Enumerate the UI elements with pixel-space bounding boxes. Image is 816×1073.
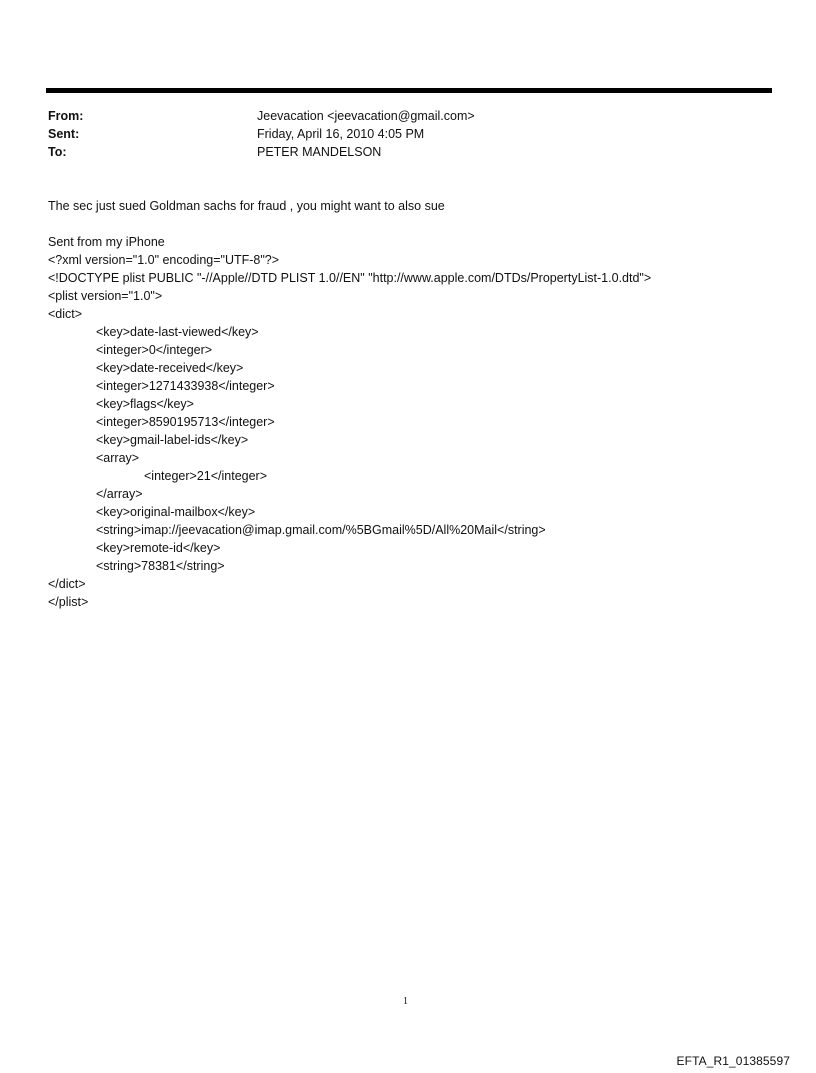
from-label: From: <box>48 109 84 123</box>
to-value: PETER MANDELSON <box>257 145 382 159</box>
message-text: The sec just sued Goldman sachs for fraud , you might want to also sue <box>48 199 445 213</box>
sent-value: Friday, April 16, 2010 4:05 PM <box>257 127 425 141</box>
plist-line: <key>original-mailbox</key> <box>96 505 256 519</box>
plist-line: <key>remote-id</key> <box>96 541 221 555</box>
from-value: Jeevacation <jeevacation@gmail.com> <box>257 109 475 123</box>
to-label: To: <box>48 145 67 159</box>
plist-line: </array> <box>96 487 143 501</box>
plist-line: <integer>8590195713</integer> <box>96 415 275 429</box>
plist-line: <!DOCTYPE plist PUBLIC "-//Apple//DTD PLIST 1.0//EN" "http://www.apple.com/DTDs/PropertyList-1.0.dtd"> <box>48 271 652 285</box>
plist-line: <key>gmail-label-ids</key> <box>96 433 249 447</box>
plist-line: <key>date-received</key> <box>96 361 244 375</box>
plist-line: <string>imap://jeevacation@imap.gmail.com/%5BGmail%5D/All%20Mail</string> <box>96 523 546 537</box>
plist-line: <?xml version="1.0" encoding="UTF-8"?> <box>48 253 280 267</box>
plist-line: <integer>1271433938</integer> <box>96 379 275 393</box>
plist-line: <dict> <box>48 307 83 321</box>
plist-line: <integer>0</integer> <box>96 343 213 357</box>
plist-line: <plist version="1.0"> <box>48 289 163 303</box>
plist-line: <integer>21</integer> <box>144 469 268 483</box>
plist-line: </plist> <box>48 595 89 609</box>
header-rule <box>46 88 772 93</box>
plist-line: <key>date-last-viewed</key> <box>96 325 259 339</box>
plist-line: <array> <box>96 451 140 465</box>
signature-text: Sent from my iPhone <box>48 235 165 249</box>
plist-line: </dict> <box>48 577 86 591</box>
sent-label: Sent: <box>48 127 80 141</box>
document-id: EFTA_R1_01385597 <box>676 1054 790 1068</box>
page-number: 1 <box>403 996 408 1007</box>
plist-line: <string>78381</string> <box>96 559 225 573</box>
plist-line: <key>flags</key> <box>96 397 194 411</box>
